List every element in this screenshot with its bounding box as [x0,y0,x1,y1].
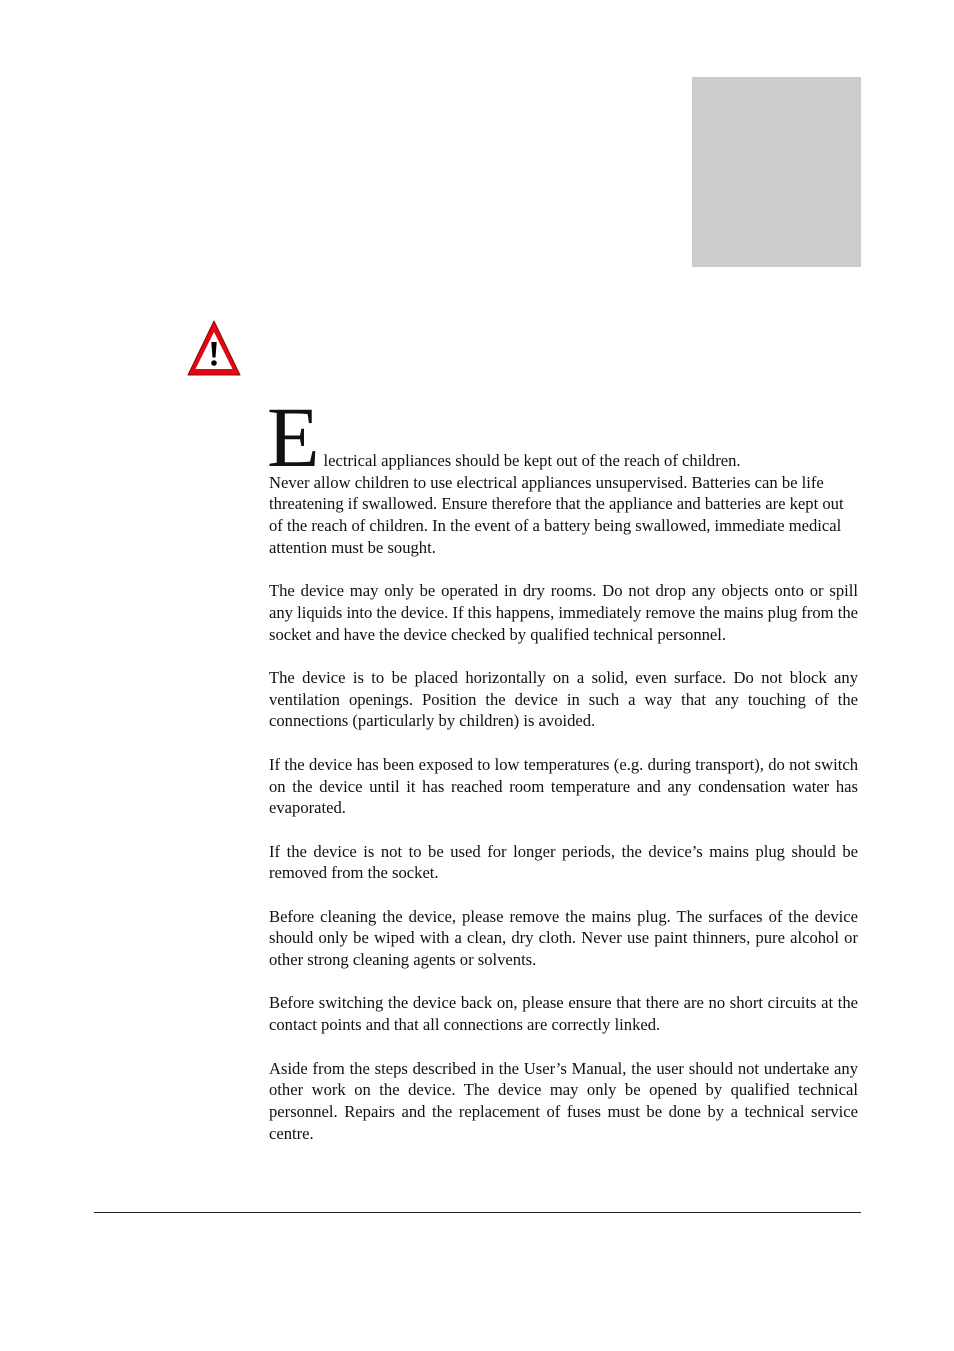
safety-instructions [267,389,858,1166]
paragraph-long-periods: If the device is not to be used for longer periods, the device’s mains plug should be removed from the socket. [269,841,858,883]
paragraph-service: Aside from the steps described in the User’s Manual, the user should not undertake any other work on the device. The device may only be opened by qualified technical personnel. Repairs and the replacement of fuses must be done by a technical service centre. [269,1058,858,1143]
paragraph-first-line: lectrical appliances should be kept out of the reach of children. [323,451,741,470]
paragraph-low-temperatures: If the device has been exposed to low temperatures (e.g. during transport), do not switch on the device until it has reached room temperature and any condensation water has evaporated. [269,754,858,818]
paragraph-cleaning: Before cleaning the device, please remove the mains plug. The surfaces of the device should only be wiped with a clean, dry cloth. Never use paint thinners, pure alcohol or other strong cleaning agents or solvents. [269,906,858,970]
paragraph-dry-rooms: The device may only be operated in dry rooms. Do not drop any objects onto or spill any liquids into the device. If this happens, immediately remove the mains plug from the socket and have the device checked by qualified technical personnel. [269,581,858,644]
dropcap-letter: E [267,389,320,485]
paragraph-children-safety [267,389,858,559]
paragraph-placement: The device is to be placed horizontally on a solid, even surface. Do not block any ventilation openings. Position the device in such a way that any touching of the connections (particularly by children) is avoided. [269,668,858,731]
paragraph-switching-on: Before switching the device back on, please ensure that there are no short circuits at the contact points and that all connections are correctly linked. [269,993,858,1035]
paragraph-rest: Never allow children to use electrical appliances unsupervised. Batteries can be life threatening if swallowed. Ensure therefore that the appliance and batteries are kept out of the reach of children. In the event of a battery being swallowed, immediate medical attention must be sought. [269,472,844,557]
footer-divider [94,1212,861,1213]
warning-triangle-icon [185,318,243,378]
header-grey-box [692,77,861,267]
